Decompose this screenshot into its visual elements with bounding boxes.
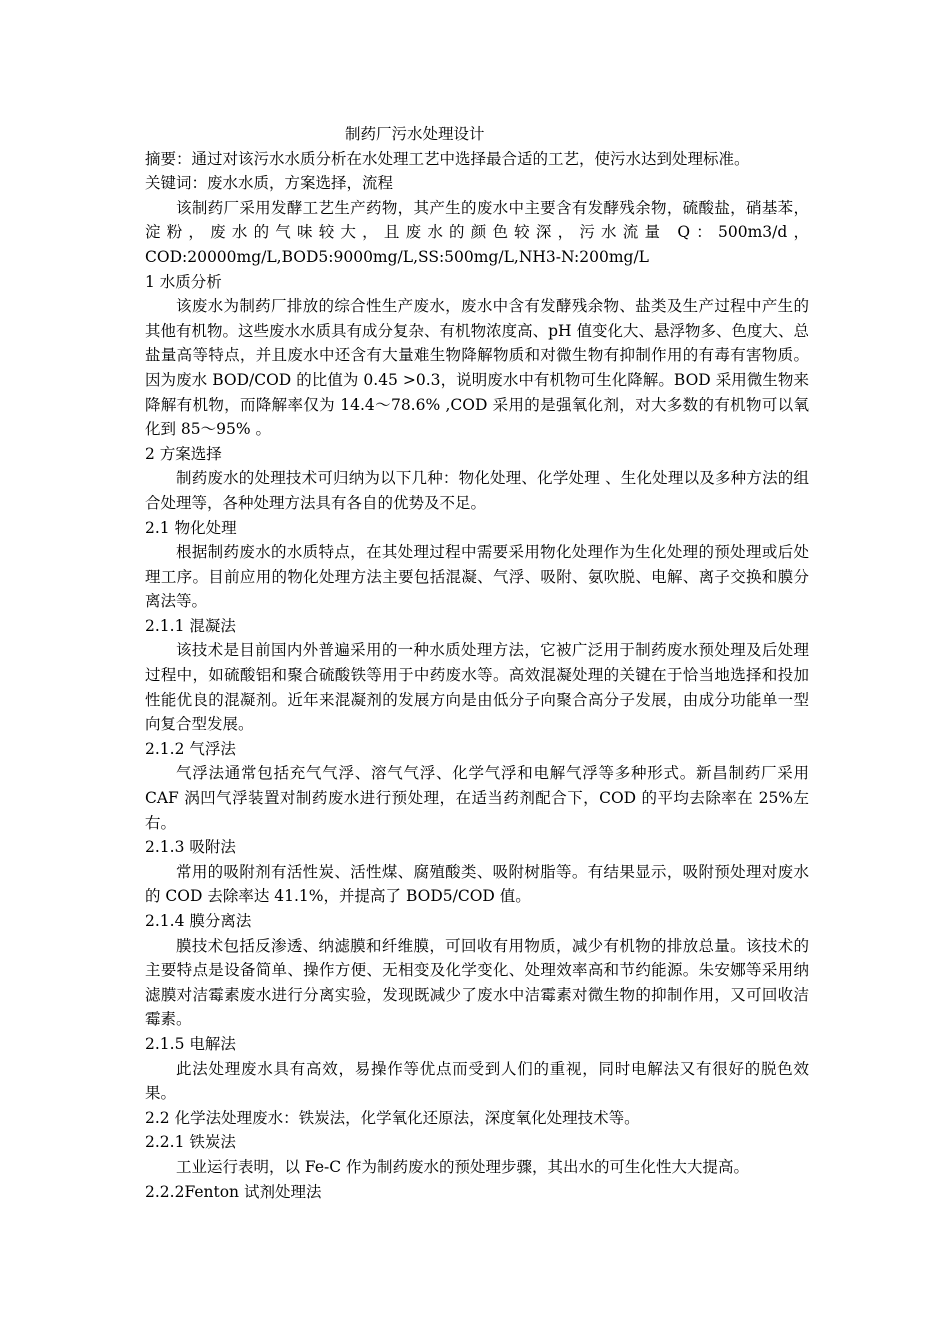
paragraph-2-1-1: 该技术是目前国内外普遍采用的一种水质处理方法，它被广泛用于制药废水预处理及后处理过程中，如硫酸铝和聚合硫酸铁等用于中药废水等。高效混凝处理的关键在于恰当地选择和投加性能优良的混凝剂。近年来混凝剂的发展方向是由低分子向聚合高分子发展，由成分功能单一型向复合型发展。 (145, 641, 809, 734)
document-title: 制药厂污水处理设计 (345, 125, 485, 143)
paragraph-1: 该废水为制药厂排放的综合性生产废水，废水中含有发酵残余物、盐类及生产过程中产生的其他有机物。这些废水水质具有成分复杂、有机物浓度高、pH 值变化大、悬浮物多、色度大、总盐量高等特点，并且废水中还含有大量难生物降解物质和对微生物有抑制作用的有毒有害物质。因为废水 BOD/COD 的比值为 0.45 >0.3，说明废水中有机物可生化降解。BOD 采用微生物来降解有机物，而降解率仅为 14.4～78.6% ,COD 采用的是强氧化剂，对大多数的有机物可以氧化到 85～95% 。 (145, 297, 809, 439)
keywords: 关键词：废水水质，方案选择，流程 (145, 174, 394, 193)
section-heading-2-1-4: 2.1.4 膜分离法 (145, 912, 252, 930)
section-heading-2-1-5: 2.1.5 电解法 (145, 1034, 236, 1053)
paragraph-2-1-2: 气浮法通常包括充气气浮、溶气气浮、化学气浮和电解气浮等多种形式。新昌制药厂采用 CAF 涡凹气浮装置对制药废水进行预处理，在适当药剂配合下，COD 的平均去除率在 25%左右。 (145, 764, 809, 832)
intro-paragraph: 该制药厂采用发酵工艺生产药物，其产生的废水中主要含有发酵残余物，硫酸盐，硝基苯，淀粉，废水的气味较大，且废水的颜色较深，污水流量 Q：500m3/d，COD:20000mg/L,BOD5:9000mg/L,SS:500mg/L,NH3-N:200mg/L (145, 198, 809, 266)
section-heading-1: 1 水质分析 (145, 272, 222, 291)
paragraph-2-1-3: 常用的吸附剂有活性炭、活性煤、腐殖酸类、吸附树脂等。有结果显示，吸附预处理对废水的 COD 去除率达 41.1%，并提高了 BOD5/COD 值。 (145, 862, 809, 906)
paragraph-2-1: 根据制药废水的水质特点，在其处理过程中需要采用物化处理作为生化处理的预处理或后处理工序。目前应用的物化处理方法主要包括混凝、气浮、吸附、氨吹脱、电解、离子交换和膜分离法等。 (145, 543, 809, 611)
section-heading-2-1-1: 2.1.1 混凝法 (145, 616, 236, 635)
document-page (145, 122, 809, 1204)
section-heading-2-2-1: 2.2.1 铁炭法 (145, 1133, 236, 1152)
section-heading-2-1-3: 2.1.3 吸附法 (145, 838, 236, 857)
section-heading-2-1: 2.1 物化处理 (145, 518, 237, 537)
paragraph-2-1-4: 膜技术包括反渗透、纳滤膜和纤维膜，可回收有用物质，减少有机物的排放总量。该技术的主要特点是设备简单、操作方便、无相变及化学变化、处理效率高和节约能源。朱安娜等采用纳滤膜对洁霉素废水进行分离实验，发现既减少了废水中洁霉素对微生物的抑制作用，又可回收洁霉素。 (145, 936, 809, 1029)
abstract: 摘要：通过对该污水水质分析在水处理工艺中选择最合适的工艺，使污水达到处理标准。 (145, 149, 750, 168)
section-heading-2-1-2: 2.1.2 气浮法 (145, 739, 236, 758)
section-heading-2: 2 方案选择 (145, 444, 222, 463)
section-heading-2-2: 2.2 化学法处理废水：铁炭法，化学氧化还原法，深度氧化处理技术等。 (145, 1108, 640, 1127)
paragraph-2-1-5: 此法处理废水具有高效，易操作等优点而受到人们的重视，同时电解法又有很好的脱色效果。 (145, 1059, 809, 1103)
section-heading-2-2-2: 2.2.2Fenton 试剂处理法 (145, 1182, 322, 1201)
paragraph-2-2-1: 工业运行表明，以 Fe-C 作为制药废水的预处理步骤，其出水的可生化性大大提高。 (176, 1157, 750, 1176)
paragraph-2: 制药废水的处理技术可归纳为以下几种：物化处理、化学处理 、生化处理以及多种方法的组合处理等，各种处理方法具有各自的优势及不足。 (145, 469, 809, 512)
